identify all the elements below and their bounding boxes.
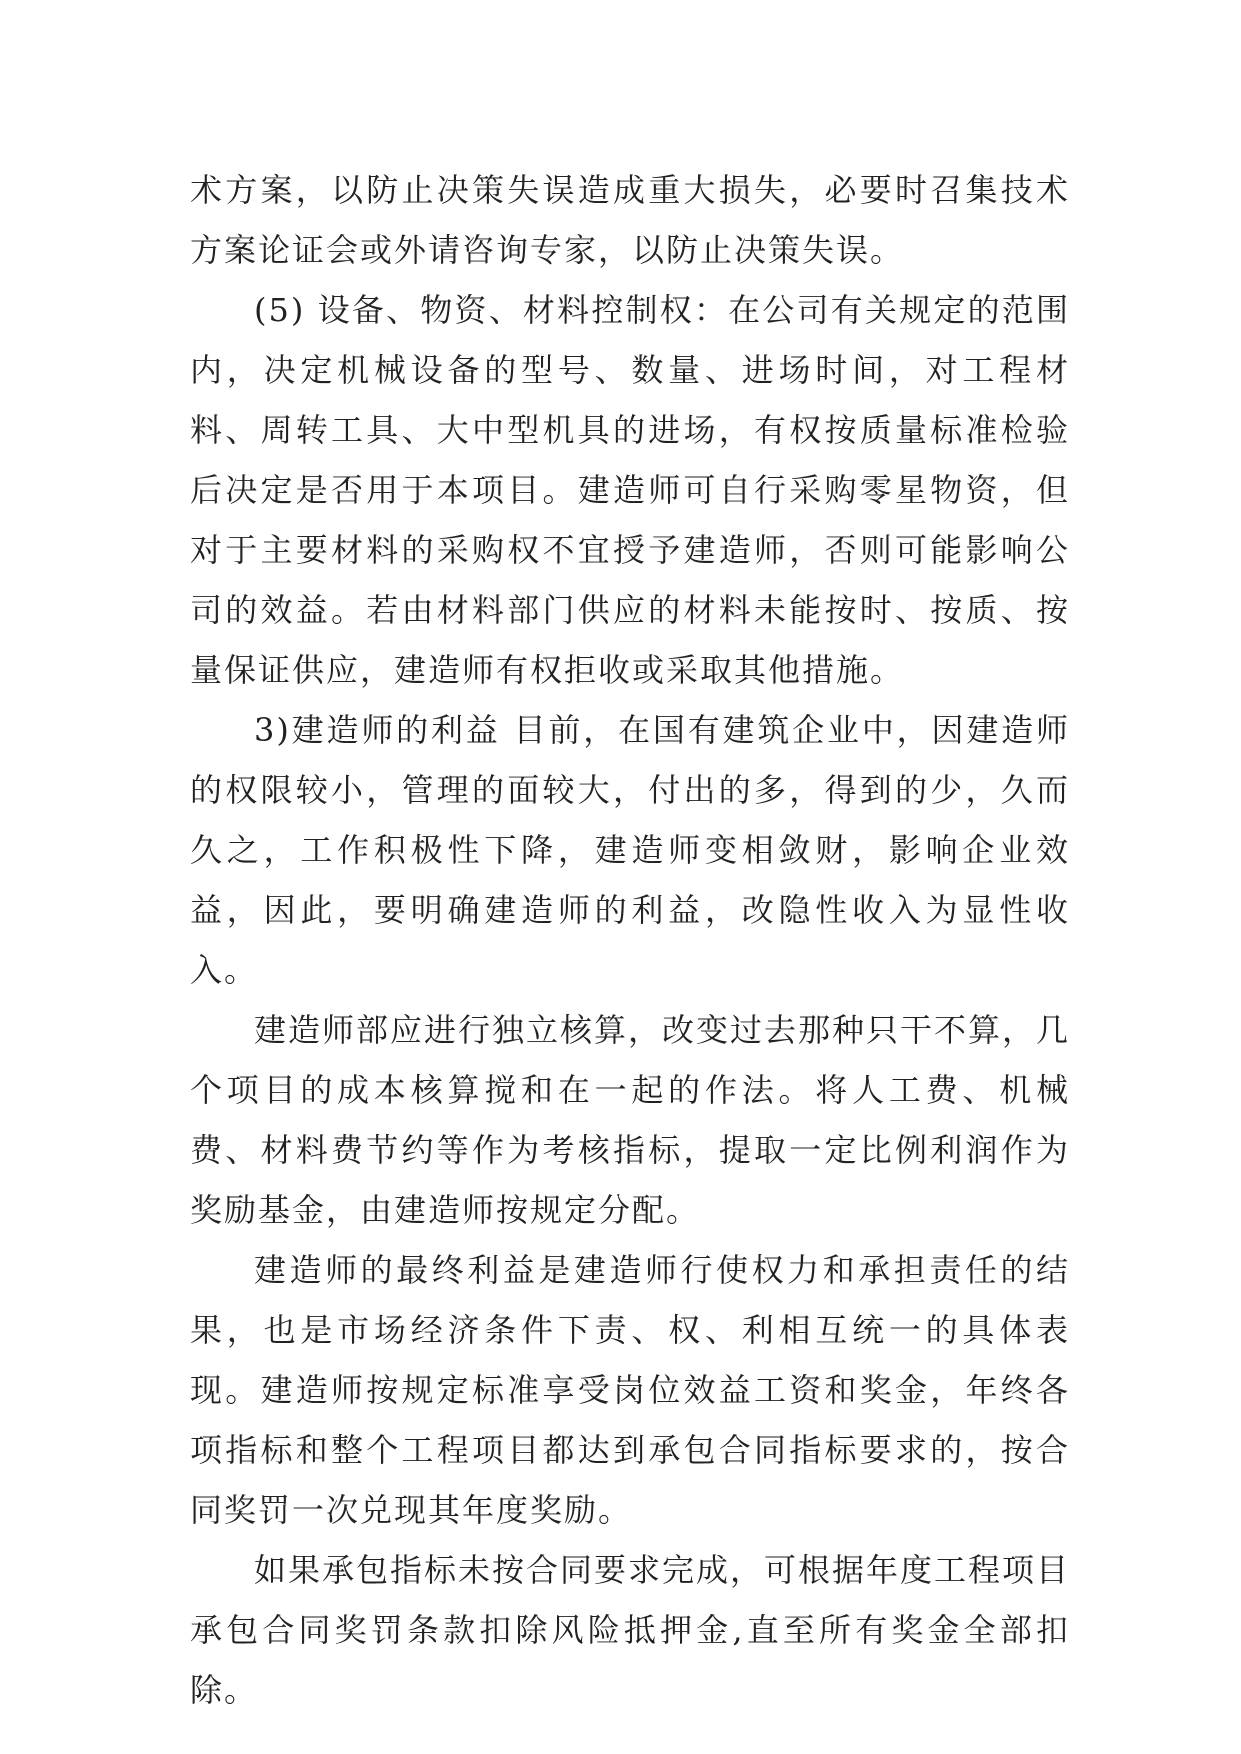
paragraph-independent-accounting: 建造师部应进行独立核算，改变过去那种只干不算，几个项目的成本核算搅和在一起的作法。将人工费、机械费、材料费节约等作为考核指标，提取一定比例利润作为奖励基金，由建造师按规定分配。 [190, 1011, 1071, 1229]
document-body [190, 160, 1070, 1720]
paragraph-final-interests: 建造师的最终利益是建造师行使权力和承担责任的结果，也是市场经济条件下责、权、利相互统一的具体表现。建造师按规定标准享受岗位效益工资和奖金，年终各项指标和整个工程项目都达到承包合同指标要求的，按合同奖罚一次兑现其年度奖励。 [190, 1251, 1070, 1529]
paragraph-equipment-control: (5) 设备、物资、材料控制权：在公司有关规定的范围内，决定机械设备的型号、数量、进场时间，对工程材料、周转工具、大中型机具的进场，有权按质量标准检验后决定是否用于本项目。建造师可自行采购零星物资，但对于主要材料的采购权不宜授予建造师，否则可能影响公司的效益。若由材料部门供应的材料未能按时、按质、按量保证供应，建造师有权拒收或采取其他措施。 [190, 291, 1070, 689]
paragraph-continuation: 术方案，以防止决策失误造成重大损失，必要时召集技术方案论证会或外请咨询专家，以防止决策失误。 [190, 171, 1070, 269]
paragraph-penalty: 如果承包指标未按合同要求完成，可根据年度工程项目承包合同奖罚条款扣除风险抵押金,直至所有奖金全部扣除。 [190, 1551, 1071, 1709]
paragraph-builder-interests: 3)建造师的利益 目前，在国有建筑企业中，因建造师的权限较小，管理的面较大，付出的多，得到的少，久而久之，工作积极性下降，建造师变相敛财，影响企业效益，因此，要明确建造师的利益，改隐性收入为显性收入。 [190, 711, 1070, 989]
